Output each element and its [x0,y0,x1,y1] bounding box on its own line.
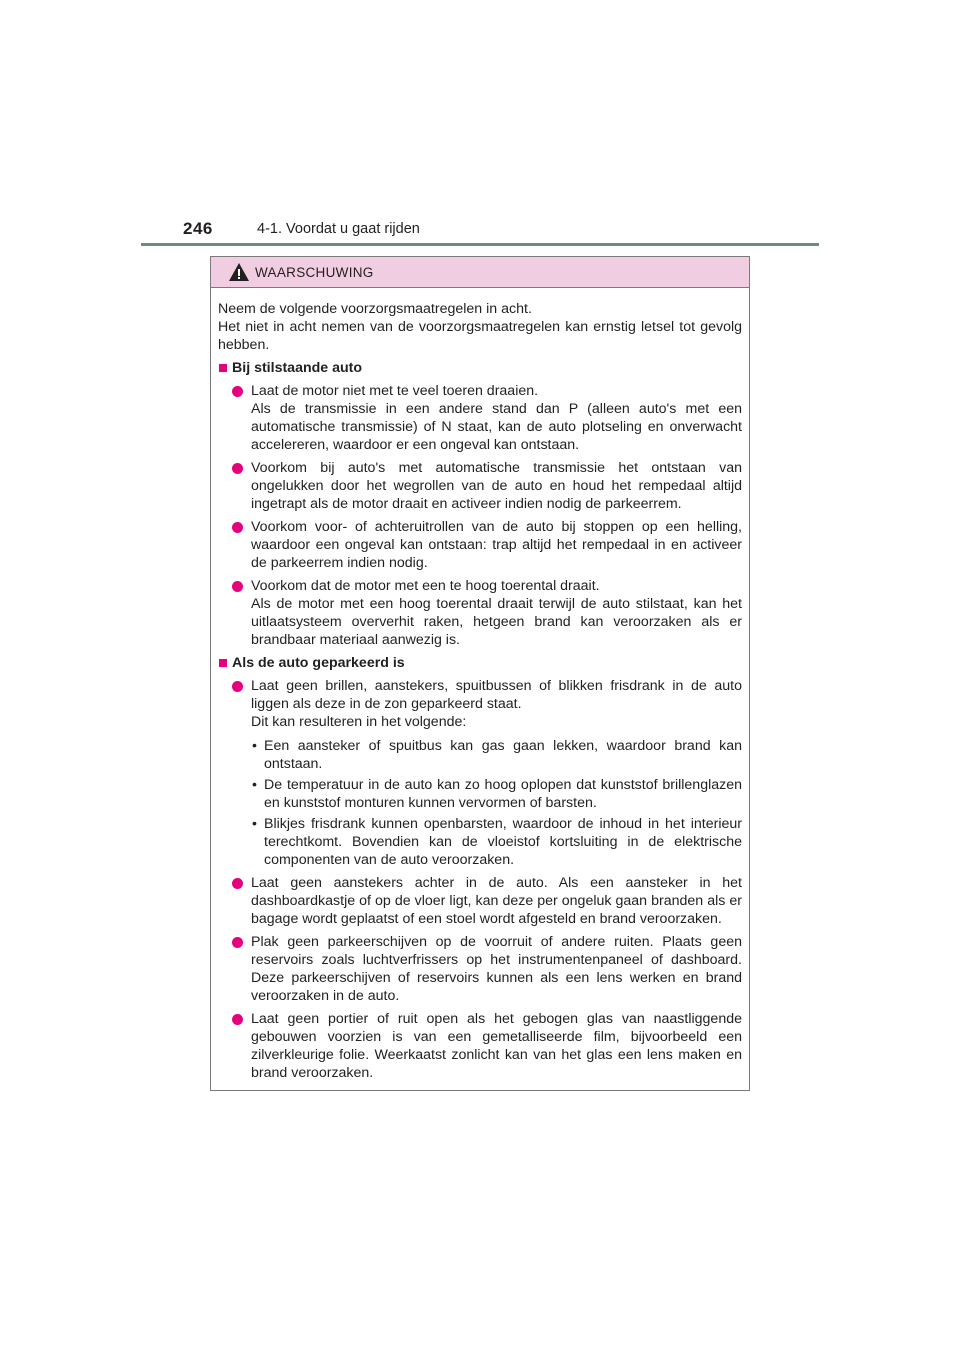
list-item [218,677,742,869]
sub-item-text: De temperatuur in de auto kan zo hoog oplopen dat kunststof brillenglazen en kunststof monturen kunnen vervormen of barsten. [264,777,742,811]
circle-bullet-icon [232,522,243,533]
circle-bullet-icon [232,937,243,948]
circle-bullet-icon [232,386,243,397]
warning-body [211,288,749,1082]
item-line: Laat de motor niet met te veel toeren draaien. [251,383,539,399]
item-line: Voorkom voor- of achteruitrollen van de auto bij stoppen op een helling, waardoor een ongeval kan ontstaan: trap altijd het rempedaal in en activeer de parkeerrem indien nodig. [251,519,742,571]
intro-line: Neem de volgende voorzorgsmaatregelen in acht. [218,301,532,317]
circle-bullet-icon [232,463,243,474]
sub-item-text: Een aansteker of spuitbus kan gas gaan lekken, waardoor brand kan ontstaan. [264,738,742,772]
sub-item-text: Blikjes frisdrank kunnen openbarsten, waardoor de inhoud in het interieur terechtkomt. Bovendien kan de vloeistof kortsluiting in de elektrische componenten van de auto veroorzaken. [264,816,742,868]
warning-triangle-icon [228,262,250,282]
circle-bullet-icon [232,1014,243,1025]
list-item [218,874,742,928]
section-heading [218,359,742,377]
list-item [218,1010,742,1082]
list-item [218,577,742,649]
section-heading-text: Als de auto geparkeerd is [232,655,405,671]
circle-bullet-icon [232,681,243,692]
list-item [218,382,742,454]
header-rule [141,243,819,246]
warning-title: WAARSCHUWING [255,265,374,280]
warning-box [210,256,750,1091]
dot-bullet-icon: • [252,816,257,832]
list-item [218,933,742,1005]
sub-list-item [251,776,742,812]
list-item [218,518,742,572]
circle-bullet-icon [232,581,243,592]
page-number: 246 [183,219,213,238]
item-line: Laat geen aanstekers achter in de auto. Als een aansteker in het dashboardkastje of op de vloer ligt, kan deze per ongeluk gaan branden als er bagage wordt geplaatst of een stoel wordt afgesteld en brand veroorzaken. [251,875,742,927]
section-title: 4-1. Voordat u gaat rijden [257,221,420,237]
item-line: Dit kan resulteren in het volgende: [251,714,467,730]
dot-bullet-icon: • [252,777,257,793]
intro-line: Het niet in acht nemen van de voorzorgsmaatregelen kan ernstig letsel tot gevolg hebben. [218,319,742,353]
square-bullet-icon [219,364,227,372]
item-line: Laat geen brillen, aanstekers, spuitbussen of blikken frisdrank in de auto liggen als deze in de zon geparkeerd staat. [251,678,742,712]
sub-list-item [251,737,742,773]
item-line: Laat geen portier of ruit open als het gebogen glas van naastliggende gebouwen voorzien is van een gemetalliseerde film, bijvoorbeeld een zilverkleurige folie. Weerkaatst zonlicht kan van het glas een lens maken en brand veroorzaken. [251,1011,742,1081]
section-heading-text: Bij stilstaande auto [232,360,363,376]
dot-bullet-icon: • [252,738,257,754]
sub-list [251,737,742,869]
warning-header [211,257,749,288]
sub-list-item [251,815,742,869]
item-line: Voorkom bij auto's met automatische transmissie het ontstaan van ongelukken door het wegrollen van de auto en houd het rempedaal altijd ingetrapt als de motor draait en activeer indien nodig de parkeerrem. [251,460,742,512]
warning-intro [218,300,742,354]
section-heading [218,654,742,672]
square-bullet-icon [219,659,227,667]
item-line: Als de transmissie in een andere stand dan P (alleen auto's met een automatische transmissie) of N staat, kan de auto plotseling en onverwacht accelereren, waardoor er een ongeval kan ontstaan. [251,401,742,453]
item-line: Als de motor met een hoog toerental draait terwijl de auto stilstaat, kan het uitlaatsysteem oververhit raken, hetgeen brand kan veroorzaken als er brandbaar materiaal aanwezig is. [251,596,742,648]
item-line: Plak geen parkeerschijven op de voorruit of andere ruiten. Plaats geen reservoirs zoals luchtverfrissers op het instrumentenpaneel of dashboard. Deze parkeerschijven of reservoirs kunnen als een lens werken en brand veroorzaken in de auto. [251,934,742,1004]
circle-bullet-icon [232,878,243,889]
list-item [218,459,742,513]
item-line: Voorkom dat de motor met een te hoog toerental draait. [251,578,600,594]
